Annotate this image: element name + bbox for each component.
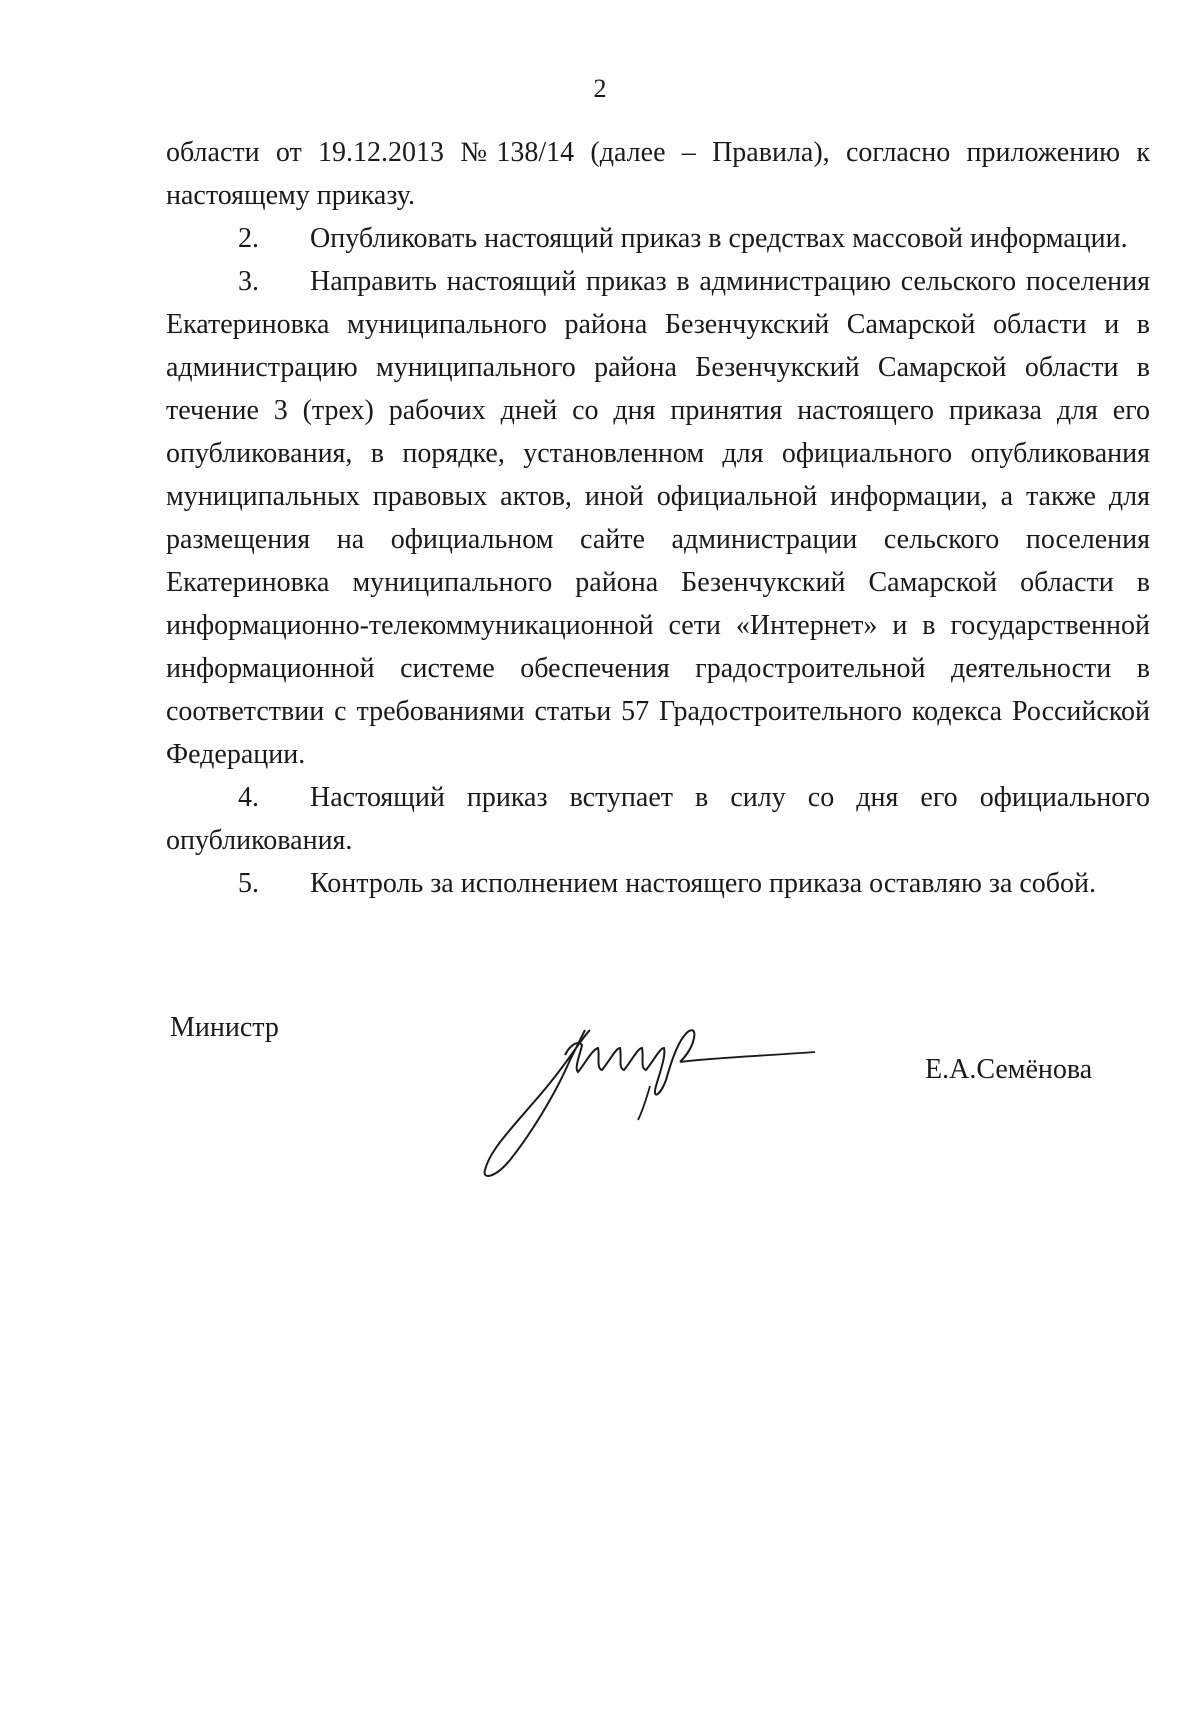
list-item-4	[166, 776, 1150, 862]
signatory-position: Министр	[170, 1012, 279, 1043]
item-number: 3.	[238, 266, 259, 297]
list-item-3	[166, 260, 1150, 776]
item-text: Контроль за исполнением настоящего приказа оставляю за собой.	[310, 868, 1097, 899]
item-text: Настоящий приказ вступает в силу со дня его официального опубликования.	[166, 782, 1150, 856]
intro-paragraph: области от 19.12.2013 №138/14 (далее – Правила), согласно приложению к настоящему приказу.	[166, 137, 1150, 211]
item-text: Опубликовать настоящий приказ в средствах массовой информации.	[310, 223, 1128, 254]
page-number: 2	[593, 74, 607, 103]
item-number: 4.	[238, 782, 259, 813]
list-item-5	[166, 862, 1150, 905]
handwritten-signature	[470, 1000, 820, 1180]
list-item-2	[166, 217, 1150, 260]
item-text: Направить настоящий приказ в администрацию сельского поселения Екатериновка муниципального района Безенчукский Самарской области и в администрацию муниципального района Безенчукский Самарской области в течение 3 (трех) рабочих дней со дня принятия настоящего приказа для его опубликования, в порядке, установленном для официального опубликования муниципальных правовых актов, иной официальной информации, а также для размещения на официальном сайте администрации сельского поселения Екатериновка муниципального района Безенчукский Самарской области в информационно-телекоммуникационной сети «Интернет» и в государственной информационной системе обеспечения градостроительной деятельности в соответствии с требованиями статьи 57 Градостроительного кодекса Российской Федерации.	[166, 266, 1150, 770]
item-number: 2.	[238, 223, 259, 254]
signatory-name: Е.А.Семёнова	[925, 1054, 1093, 1085]
document-body	[166, 131, 1150, 905]
item-number: 5.	[238, 868, 259, 899]
